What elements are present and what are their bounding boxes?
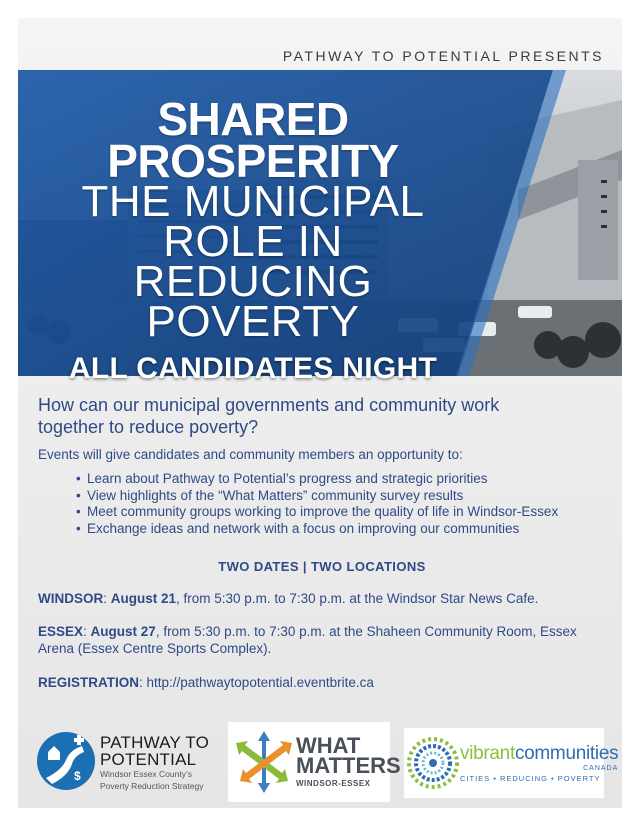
intro-text: Events will give candidates and community members an opportunity to: (38, 447, 463, 462)
essex-details: , from 5:30 p.m. to 7:30 p.m. at the Shaheen Community Room, Essex Arena (Essex Centre Sports Complex). (38, 624, 577, 656)
vibrant-text (460, 744, 618, 783)
title-line-role: ROLE IN (163, 217, 343, 266)
vibrant-spiral-icon (406, 736, 460, 790)
list-item: • Exchange ideas and network with a focus on improving our communities (76, 521, 606, 538)
vibrant-tagline: CITIES • REDUCING • POVERTY (460, 774, 601, 783)
what-matters-arrows-icon (232, 729, 296, 795)
event-details (38, 394, 606, 690)
essex-date: August 27 (90, 624, 156, 639)
vibrant-communities-logo (404, 728, 619, 798)
dates-heading: TWO DATES | TWO LOCATIONS (218, 559, 426, 574)
all-candidates-banner: ALL CANDIDATES NIGHT (68, 352, 438, 385)
pathway-name-line1: PATHWAY TO (100, 733, 210, 752)
pathway-emblem-icon (36, 730, 96, 792)
list-item: • View highlights of the “What Matters” community survey results (76, 488, 606, 505)
opportunity-list (38, 471, 606, 537)
lead-question: How can our municipal governments and community work together to reduce poverty? (38, 395, 500, 437)
windsor-event: WINDSOR: August 21, from 5:30 p.m. to 7:30 p.m. at the Windsor Star News Cafe. (38, 591, 539, 606)
windsor-date: August 21 (110, 591, 177, 606)
essex-label: ESSEX (38, 624, 84, 639)
registration-info (38, 675, 606, 690)
title-line-reducing: REDUCING (133, 257, 373, 306)
registration-label: REGISTRATION (38, 675, 139, 690)
windsor-label: WINDSOR (38, 591, 104, 606)
event-title (18, 93, 488, 346)
essex-event: ESSEX: August 27, from 5:30 p.m. to 7:30 p.m. at the Shaheen Community Room, Essex Arena (Essex Centre Sports Complex). (38, 624, 577, 656)
registration-link[interactable]: : http://pathwaytopotential.eventbrite.ca (139, 675, 374, 690)
what-matters-sub: WINDSOR-ESSEX (296, 779, 371, 788)
list-item: • Learn about Pathway to Potential’s progress and strategic priorities (76, 471, 606, 488)
vibrant-name (460, 744, 618, 764)
flyer (18, 18, 622, 808)
vibrant-name-part2: communities (514, 743, 619, 764)
title-line-prosperity: PROSPERITY (107, 135, 399, 187)
pathway-to-potential-logo (36, 728, 226, 798)
list-item: • Meet community groups working to improve the quality of life in Windsor-Essex (76, 504, 606, 521)
vibrant-name-part1: vibrant (460, 743, 515, 764)
pathway-name-line2: POTENTIAL (100, 750, 197, 769)
vibrant-canada: CANADA (583, 765, 619, 772)
title-line-municipal: THE MUNICIPAL (81, 177, 425, 226)
sponsor-logos (18, 722, 622, 802)
title-line-poverty: POVERTY (146, 297, 360, 346)
pathway-sub-line1: Windsor Essex County’s (100, 769, 192, 779)
presents-tagline: PATHWAY TO POTENTIAL PRESENTS (282, 48, 604, 64)
title-line-shared: SHARED (157, 93, 349, 145)
what-matters-line2: MATTERS (296, 753, 401, 778)
what-matters-text (296, 733, 401, 788)
svg-text:$: $ (74, 769, 81, 783)
what-matters-line1: WHAT (296, 733, 361, 758)
hero-banner (18, 70, 622, 376)
pathway-sub-line2: Poverty Reduction Strategy (100, 780, 204, 791)
windsor-details: , from 5:30 p.m. to 7:30 p.m. at the Windsor Star News Cafe. (176, 591, 539, 606)
what-matters-logo (228, 722, 401, 802)
pathway-text (100, 734, 209, 791)
